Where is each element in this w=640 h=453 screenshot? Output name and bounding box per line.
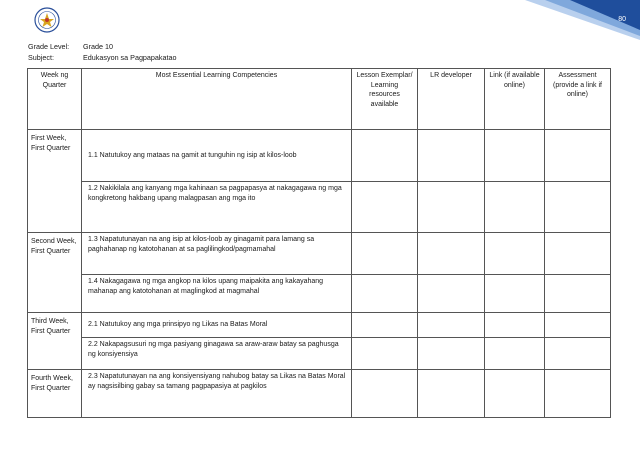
subject-line <box>28 53 177 62</box>
empty-cell <box>485 338 545 370</box>
table-row <box>28 233 611 275</box>
grade-level-label: Grade Level: <box>28 42 70 51</box>
empty-cell <box>485 313 545 338</box>
empty-cell <box>418 338 485 370</box>
empty-cell <box>418 275 485 313</box>
empty-cell <box>352 275 418 313</box>
empty-cell <box>418 313 485 338</box>
competency-cell: 1.3 Napatutunayan na ang isip at kilos-loob ay ginagamit para lamang sa paghahanap ng katotohanan at sa paglilingkod/pagmamahal <box>82 233 352 275</box>
header-lr-developer: LR developer <box>418 69 485 130</box>
empty-cell <box>485 233 545 275</box>
empty-cell <box>545 313 611 338</box>
grade-level-line <box>28 42 113 51</box>
empty-cell <box>545 182 611 233</box>
empty-cell <box>352 338 418 370</box>
grade-level-value: Grade 10 <box>83 42 113 51</box>
empty-cell <box>418 182 485 233</box>
empty-cell <box>352 370 418 418</box>
header-competencies: Most Essential Learning Competencies <box>82 69 352 130</box>
empty-cell <box>418 130 485 182</box>
header-week: Week ng Quarter <box>28 69 82 130</box>
empty-cell <box>545 130 611 182</box>
competency-cell: 1.2 Nakikilala ang kanyang mga kahinaan sa pagpapasya at nakagagawa ng mga kongkretong hakbang upang malagpasan ang mga ito <box>82 182 352 233</box>
header-assessment: Assessment (provide a link if online) <box>545 69 611 130</box>
competencies-table <box>27 68 611 418</box>
week-cell: Third Week, First Quarter <box>28 313 82 370</box>
competency-cell: 2.2 Nakapagsusuri ng mga pasiyang ginagawa sa araw-araw batay sa paghusga ng konsiyensiya <box>82 338 352 370</box>
table-header-row <box>28 69 611 130</box>
empty-cell <box>418 233 485 275</box>
header-link: Link (if available online) <box>485 69 545 130</box>
deped-seal-logo <box>34 7 60 33</box>
empty-cell <box>485 275 545 313</box>
page-number: 80 <box>618 16 626 23</box>
empty-cell <box>418 370 485 418</box>
week-cell: Fourth Week, First Quarter <box>28 370 82 418</box>
table-row <box>28 313 611 338</box>
empty-cell <box>545 275 611 313</box>
empty-cell <box>352 233 418 275</box>
week-cell: First Week, First Quarter <box>28 130 82 233</box>
empty-cell <box>485 370 545 418</box>
competency-cell: 1.4 Nakagagawa ng mga angkop na kilos upang maipakita ang kakayahang mahanap ang katotohanan at maglingkod at magmahal <box>82 275 352 313</box>
table-row <box>28 370 611 418</box>
table-row <box>28 275 611 313</box>
week-cell: Second Week, First Quarter <box>28 233 82 313</box>
empty-cell <box>545 370 611 418</box>
empty-cell <box>352 313 418 338</box>
competency-cell: 1.1 Natutukoy ang mataas na gamit at tunguhin ng isip at kilos-loob <box>82 130 352 182</box>
empty-cell <box>545 338 611 370</box>
empty-cell <box>485 182 545 233</box>
competency-cell: 2.3 Napatutunayan na ang konsiyensiyang nahubog batay sa Likas na Batas Moral ay nagsisilbing gabay sa tamang pagpapasiya at pagkilos <box>82 370 352 418</box>
empty-cell <box>545 233 611 275</box>
empty-cell <box>485 130 545 182</box>
empty-cell <box>352 182 418 233</box>
table-row <box>28 182 611 233</box>
header-lesson: Lesson Exemplar/ Learning resources available <box>352 69 418 130</box>
empty-cell <box>352 130 418 182</box>
subject-value: Edukasyon sa Pagpapakatao <box>83 53 177 62</box>
subject-label: Subject: <box>28 53 54 62</box>
table-row <box>28 338 611 370</box>
competency-cell: 2.1 Natutukoy ang mga prinsipyo ng Likas na Batas Moral <box>82 313 352 338</box>
table-row <box>28 130 611 182</box>
